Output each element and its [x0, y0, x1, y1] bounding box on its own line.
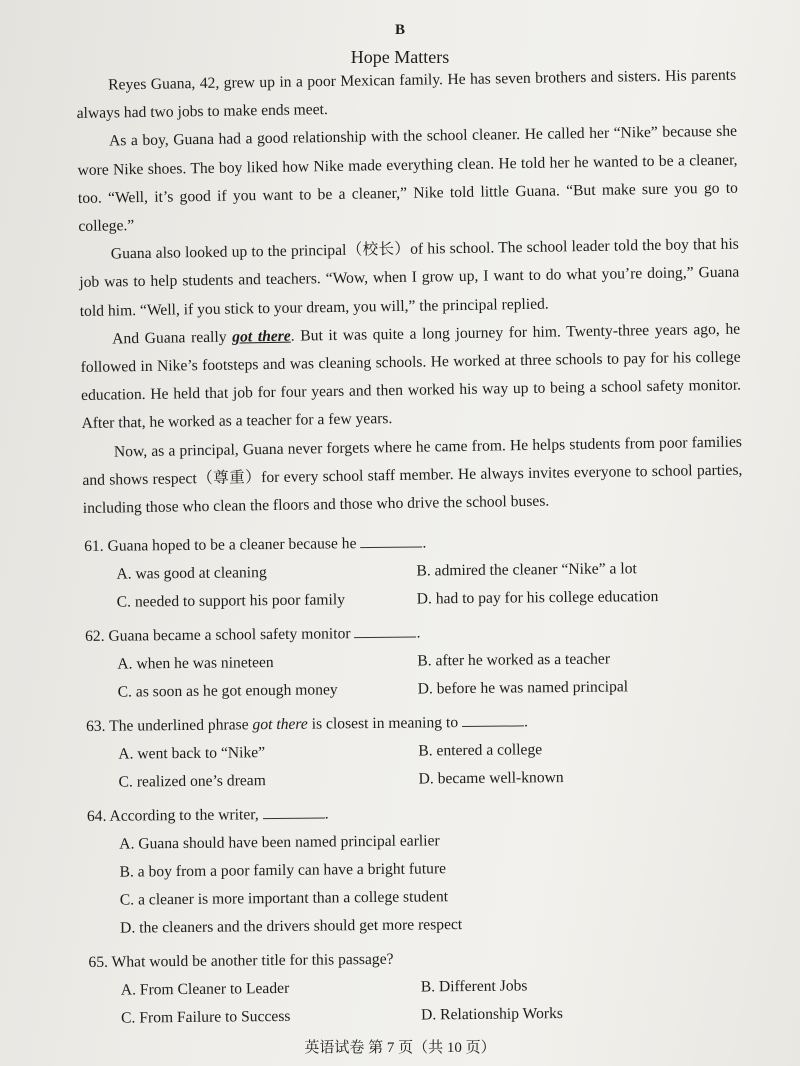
- stem-end: .: [324, 805, 329, 823]
- option-b[interactable]: B. after he worked as a teacher: [417, 650, 611, 670]
- question-62: [85, 616, 726, 707]
- question-number: 63.: [85, 717, 106, 735]
- paragraph-4-start: And Guana really: [112, 328, 233, 348]
- option-c[interactable]: C. needed to support his poor family: [116, 591, 346, 611]
- paragraph-4: [80, 315, 742, 438]
- question-phrase: got there: [252, 715, 308, 734]
- paragraph-1: Reyes Guana, 42, grew up in a poor Mexican family. He has seven brothers and sisters. His parents always had two jobs to make ends meet.: [76, 66, 737, 123]
- option-c[interactable]: C. From Failure to Success: [120, 1007, 291, 1027]
- option-b[interactable]: B. a boy from a poor family can have a bright future: [119, 860, 447, 881]
- paragraph-4-rest: . But it was quite a long journey for him. Twenty-three years ago, he followed in Nike’s footsteps and was cleaning schools. He worked at three schools to pay for his college education. He held that job for four years and then worked his way up to being a school safety monitor. After that, he worked as a teacher for a few years.: [80, 320, 742, 433]
- question-text-after: is closest in meaning to: [311, 714, 459, 733]
- answer-blank[interactable]: [360, 532, 422, 548]
- question-number: 61.: [84, 537, 104, 555]
- stem-end: .: [523, 713, 529, 731]
- question-61: [84, 526, 725, 617]
- options: [89, 970, 730, 1033]
- question-65: [88, 942, 729, 1033]
- option-c[interactable]: C. as soon as he got enough money: [117, 681, 338, 701]
- option-d[interactable]: D. had to pay for his college education: [416, 587, 659, 608]
- option-a[interactable]: A. was good at cleaning: [116, 564, 267, 583]
- question-list: [84, 526, 729, 1039]
- option-b[interactable]: B. Different Jobs: [420, 977, 528, 996]
- question-text-before: The underlined phrase: [109, 716, 249, 735]
- question-number: 62.: [84, 627, 105, 645]
- question-64: [87, 796, 728, 943]
- question-number: 65.: [88, 953, 109, 971]
- option-b[interactable]: B. admired the cleaner “Nike” a lot: [416, 560, 637, 580]
- question-text: What would be another title for this passage?: [111, 950, 394, 971]
- page-footer: 英语试卷 第 7 页（共 10 页）: [304, 1040, 496, 1056]
- question-text: Guana became a school safety monitor: [108, 625, 351, 645]
- option-c[interactable]: C. realized one’s dream: [118, 772, 266, 791]
- question-number: 64.: [86, 807, 107, 825]
- option-c[interactable]: C. a cleaner is more important than a college student: [119, 888, 449, 909]
- options: [84, 554, 725, 617]
- underlined-phrase: got there: [232, 327, 291, 346]
- options: [86, 734, 727, 797]
- passage-title: Hope Matters: [350, 47, 450, 67]
- answer-blank[interactable]: [263, 803, 325, 819]
- option-d[interactable]: D. before he was named principal: [417, 678, 629, 698]
- options: [87, 824, 728, 943]
- paragraph-5: Now, as a principal, Guana never forgets where he came from. He helps students from poor families and shows respect（尊重）for every school staff member. He always invites everyone to school parties, including those who clean the floors and those who drive the school buses.: [82, 433, 743, 517]
- stem-end: .: [416, 624, 421, 642]
- paragraph-3: Guana also looked up to the principal（校长）of his school. The school leader told the boy that his job was to help students and teachers. “Wow, when I grow up, I want to do what you’re doing,” Guana told him. “Well, if you stick to your dream, you will,” the principal replied.: [79, 235, 740, 320]
- paragraph-2: As a boy, Guana had a good relationship with the school cleaner. He called her “Nike” because she wore Nike shoes. The boy liked how Nike made everything clean. He told her he wanted to be a cleaner, too. “Well, it’s good if you want to be a cleaner,” Nike told little Guana. “But make sure you go to college.”: [77, 123, 739, 235]
- question-text: Guana hoped to be a cleaner because he: [107, 535, 357, 555]
- option-a[interactable]: A. Guana should have been named principal earlier: [119, 832, 440, 853]
- option-a[interactable]: A. From Cleaner to Leader: [120, 979, 290, 999]
- option-b[interactable]: B. entered a college: [418, 741, 543, 760]
- option-d[interactable]: D. became well-known: [418, 768, 564, 788]
- question-text: According to the writer,: [109, 806, 259, 825]
- question-63: [86, 706, 727, 797]
- option-a[interactable]: A. went back to “Nike”: [118, 744, 266, 763]
- answer-blank[interactable]: [462, 711, 524, 727]
- reading-passage: [76, 62, 743, 524]
- section-letter: B: [394, 22, 405, 38]
- option-d[interactable]: D. the cleaners and the drivers should get more respect: [120, 916, 463, 937]
- option-a[interactable]: A. when he was nineteen: [117, 654, 274, 673]
- answer-blank[interactable]: [354, 623, 416, 639]
- options: [85, 644, 726, 707]
- stem-end: .: [422, 534, 427, 552]
- option-d[interactable]: D. Relationship Works: [420, 1005, 563, 1024]
